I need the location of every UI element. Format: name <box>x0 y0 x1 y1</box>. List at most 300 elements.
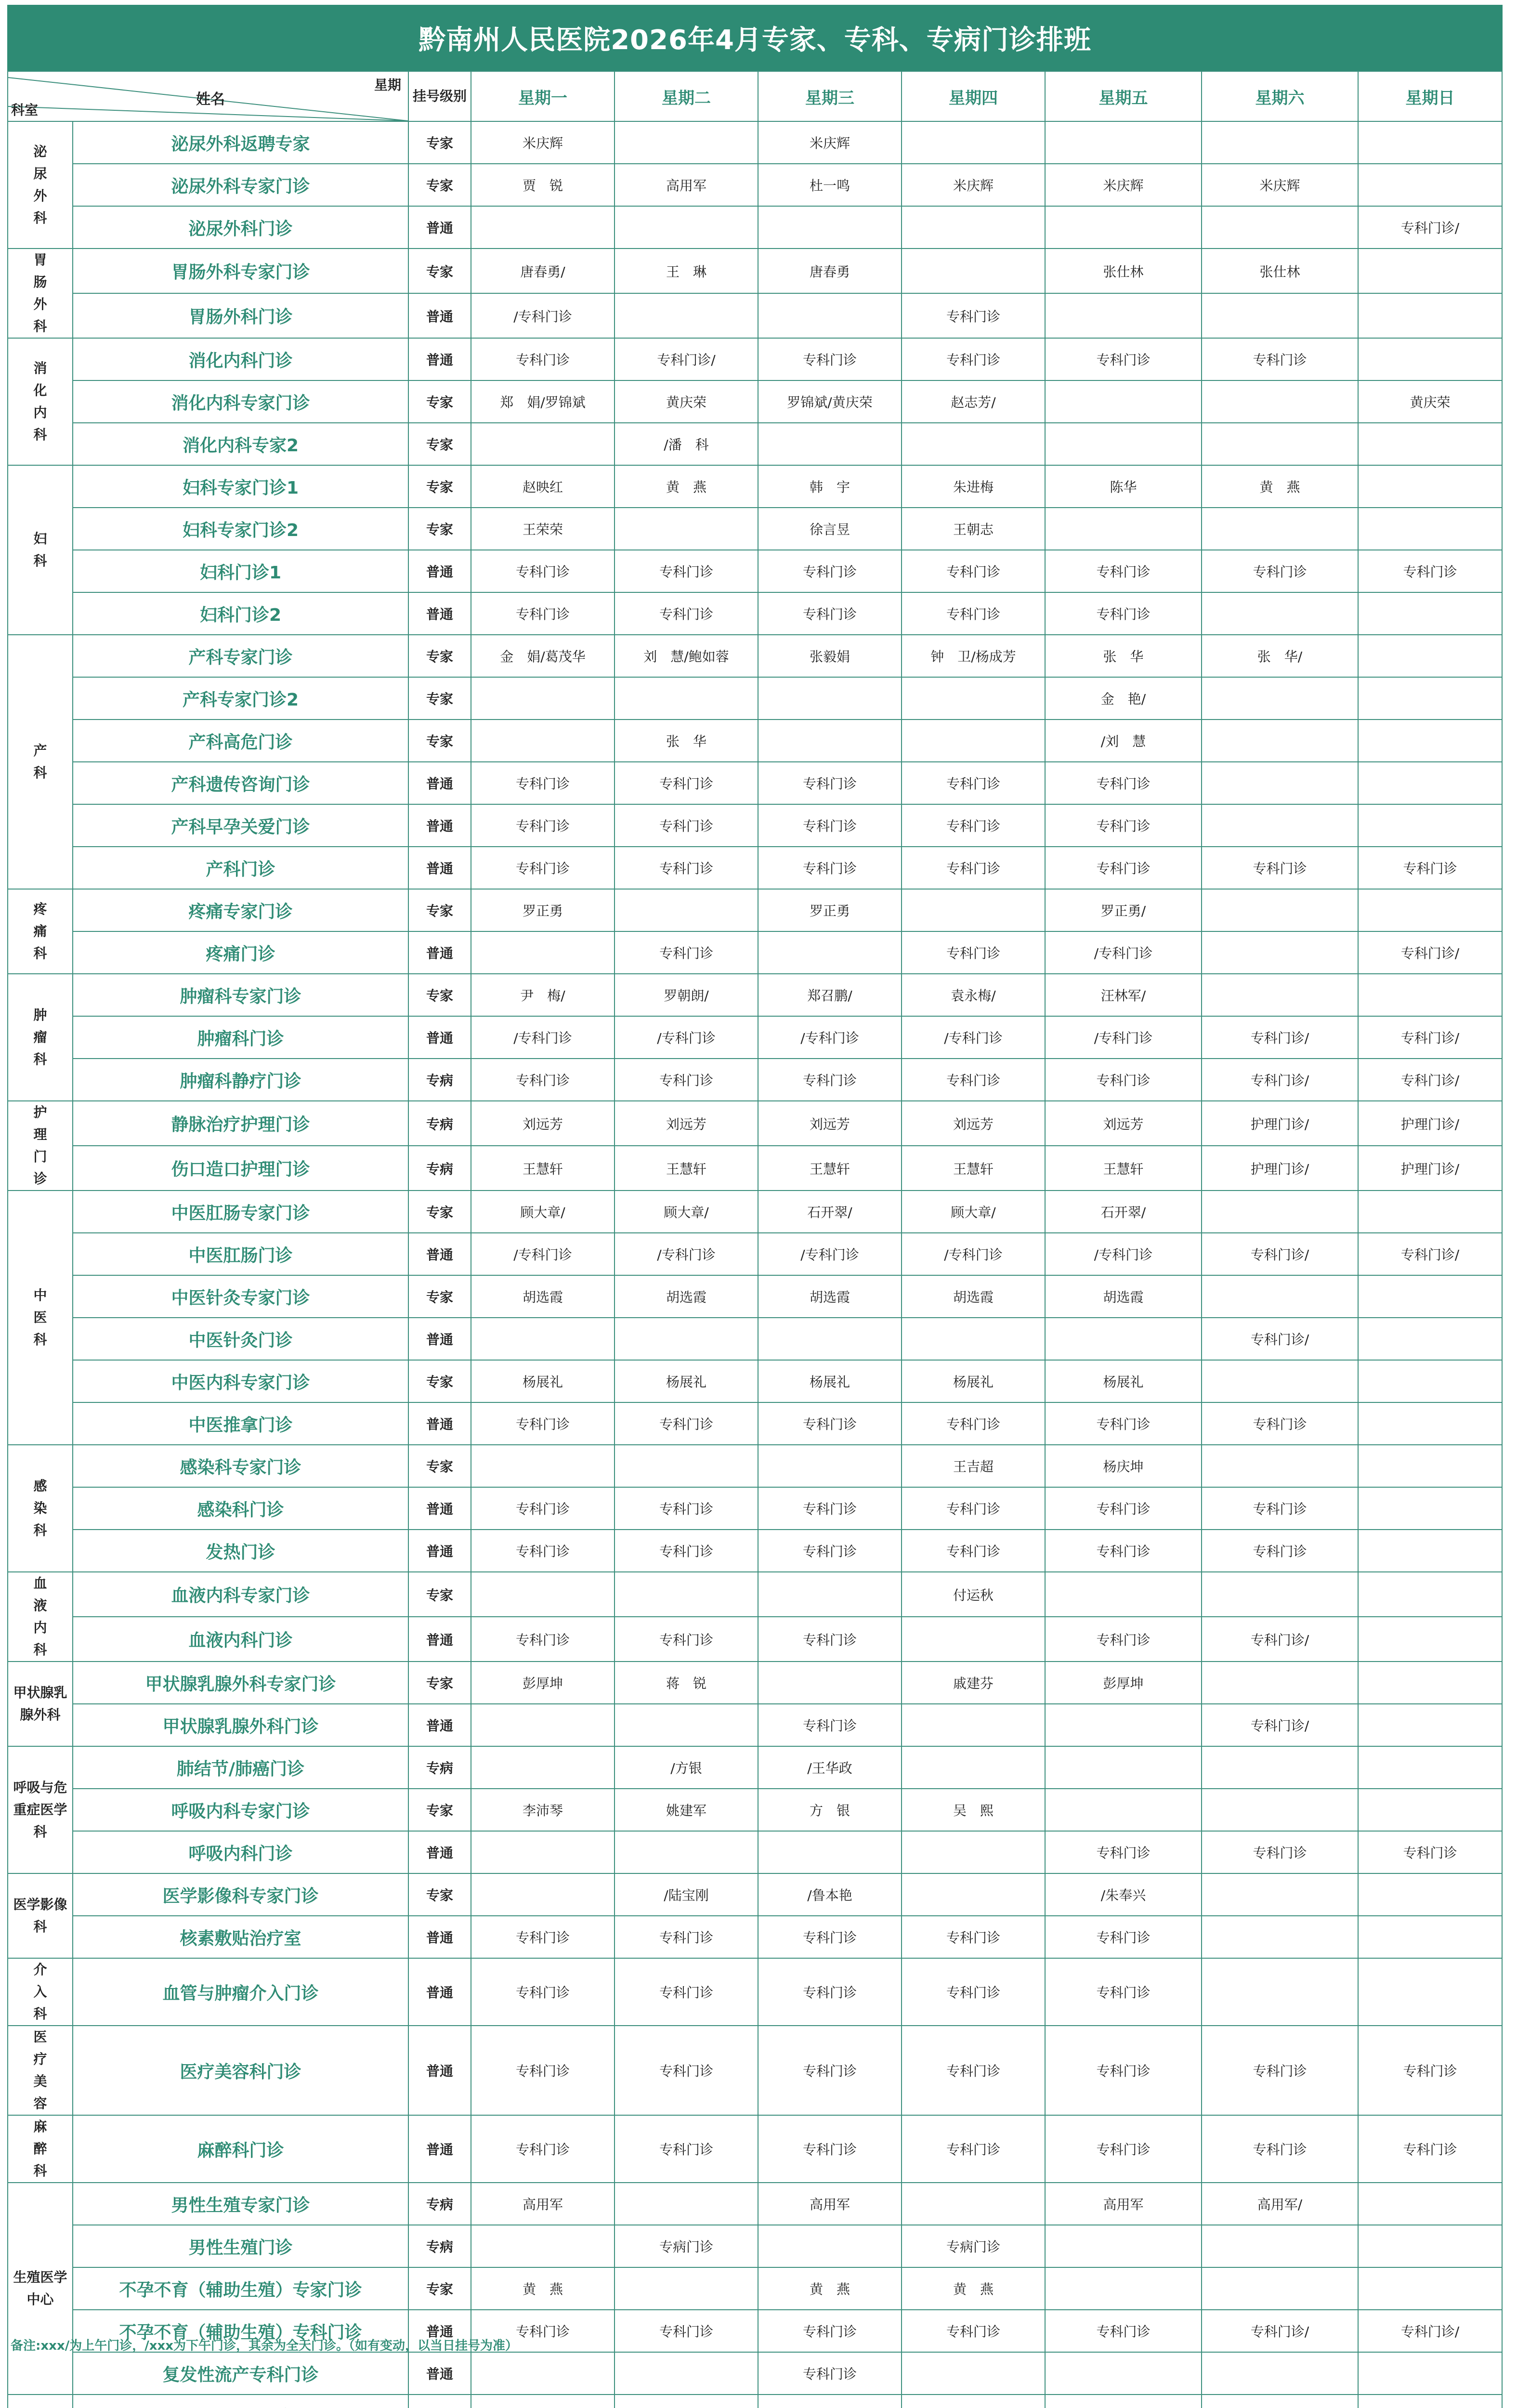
dept-label-text: 感染科 <box>33 1478 47 1538</box>
table-row <box>8 592 1502 635</box>
schedule-cell: 护理门诊/ <box>1202 1101 1358 1146</box>
schedule-cell <box>1358 121 1502 164</box>
table-row <box>8 1360 1502 1402</box>
schedule-cell: 罗正勇/ <box>1045 889 1202 931</box>
table-row <box>8 2395 1502 2408</box>
schedule-cell: 黄 燕 <box>615 465 758 508</box>
clinic-name: 男性生殖专家门诊 <box>73 2183 408 2225</box>
schedule-cell <box>1358 2183 1502 2225</box>
schedule-cell <box>1045 121 1202 164</box>
schedule-cell: 金 娟/葛茂华 <box>471 635 615 677</box>
schedule-cell: 米庆辉 <box>1045 164 1202 206</box>
schedule-cell <box>1045 206 1202 249</box>
schedule-cell: 赵志芳/ <box>902 380 1045 423</box>
schedule-cell <box>1202 1360 1358 1402</box>
schedule-cell: /专科门诊 <box>471 1016 615 1059</box>
schedule-cell: 专科门诊 <box>758 1402 902 1445</box>
schedule-cell: 韩 宇 <box>758 465 902 508</box>
table-row <box>8 1572 1502 1617</box>
dept-cell <box>8 1958 73 2026</box>
clinic-name: 静脉治疗护理门诊 <box>73 1101 408 1146</box>
clinic-name: 甲状腺乳腺外科专家门诊 <box>73 1662 408 1704</box>
schedule-cell <box>902 1318 1045 1360</box>
grade-cell: 普通 <box>408 931 471 974</box>
clinic-name: 中医推拿门诊 <box>73 1402 408 1445</box>
schedule-cell <box>1358 164 1502 206</box>
grade-cell: 专家 <box>408 1275 471 1318</box>
schedule-cell: /专科门诊 <box>1045 1233 1202 1275</box>
schedule-cell <box>1202 1916 1358 1958</box>
schedule-cell: /陆宝刚 <box>615 1873 758 1916</box>
clinic-name: 胃肠外科专家门诊 <box>73 249 408 293</box>
schedule-cell <box>1358 1318 1502 1360</box>
schedule-cell: 专科门诊 <box>615 592 758 635</box>
table-row <box>8 889 1502 931</box>
dept-label: 科室 <box>11 102 39 118</box>
schedule-cell <box>1202 1746 1358 1789</box>
dept-cell <box>8 1191 73 1445</box>
clinic-name: 产科专家门诊2 <box>73 677 408 720</box>
schedule-cell <box>615 1318 758 1360</box>
schedule-cell <box>615 1572 758 1617</box>
schedule-cell: 专科门诊 <box>615 1958 758 2026</box>
schedule-cell: 金 艳/ <box>1045 677 1202 720</box>
schedule-cell: 专科门诊 <box>1045 550 1202 592</box>
schedule-cell: 专科门诊 <box>1045 847 1202 889</box>
schedule-cell: 专科门诊 <box>1045 762 1202 804</box>
schedule-cell: 专科门诊 <box>1202 1831 1358 1873</box>
schedule-cell: 专科门诊 <box>902 931 1045 974</box>
schedule-cell <box>1202 804 1358 847</box>
schedule-cell: 专科门诊 <box>758 847 902 889</box>
schedule-cell: 唐春勇 <box>758 249 902 293</box>
schedule-cell <box>1358 677 1502 720</box>
schedule-cell: 罗正勇 <box>758 889 902 931</box>
table-row <box>8 2026 1502 2115</box>
dept-cell: 甲状腺乳腺外科 <box>8 1662 73 1746</box>
schedule-cell <box>615 889 758 931</box>
schedule-cell <box>1202 974 1358 1016</box>
schedule-cell: /专科门诊 <box>758 1016 902 1059</box>
schedule-cell: 专科门诊/ <box>1358 206 1502 249</box>
schedule-cell: 专科门诊/ <box>1202 1233 1358 1275</box>
schedule-cell <box>615 293 758 338</box>
clinic-name: 胃肠外科门诊 <box>73 293 408 338</box>
schedule-cell <box>758 1831 902 1873</box>
table-row <box>8 249 1502 293</box>
schedule-body <box>8 121 1502 2408</box>
schedule-cell <box>615 2395 758 2408</box>
schedule-cell <box>1358 974 1502 1016</box>
schedule-cell <box>615 508 758 550</box>
schedule-cell <box>1045 1789 1202 1831</box>
schedule-cell <box>471 2352 615 2395</box>
schedule-cell: 专科门诊 <box>1202 1402 1358 1445</box>
schedule-cell: 王吉超 <box>902 1445 1045 1487</box>
grade-cell: 专家 <box>408 121 471 164</box>
clinic-name: 产科早孕关爱门诊 <box>73 804 408 847</box>
schedule-cell <box>1202 2395 1358 2408</box>
schedule-cell <box>758 2225 902 2267</box>
schedule-cell: 黄 燕 <box>1202 465 1358 508</box>
schedule-cell: 张仕林 <box>1045 249 1202 293</box>
schedule-cell <box>1358 762 1502 804</box>
grade-cell: 专病 <box>408 1101 471 1146</box>
schedule-cell: 米庆辉 <box>758 121 902 164</box>
schedule-cell: 专科门诊 <box>471 592 615 635</box>
schedule-cell: 张 华 <box>1045 635 1202 677</box>
table-row <box>8 1101 1502 1146</box>
schedule-cell: /方银 <box>615 1746 758 1789</box>
schedule-cell: 专科门诊 <box>615 1617 758 1662</box>
schedule-cell <box>1045 508 1202 550</box>
schedule-cell <box>615 121 758 164</box>
schedule-cell <box>1202 2267 1358 2310</box>
grade-cell: 普通 <box>408 762 471 804</box>
schedule-cell <box>1358 720 1502 762</box>
schedule-cell: 刘远芳 <box>471 1101 615 1146</box>
clinic-name: 消化内科专家2 <box>73 423 408 465</box>
schedule-cell: 王荣荣 <box>471 508 615 550</box>
schedule-cell <box>471 1572 615 1617</box>
schedule-cell: 杜一鸣 <box>758 164 902 206</box>
grade-cell: 普通 <box>408 1318 471 1360</box>
clinic-name: 呼吸内科门诊 <box>73 1831 408 1873</box>
schedule-cell: 李沛琴 <box>471 1789 615 1831</box>
grade-cell: 专家 <box>408 164 471 206</box>
name-label: 姓名 <box>196 91 225 108</box>
grade-cell: 专家 <box>408 249 471 293</box>
schedule-cell <box>758 206 902 249</box>
schedule-cell: 刘远芳 <box>615 1101 758 1146</box>
clinic-name: 中医内科专家门诊 <box>73 1360 408 1402</box>
schedule-cell <box>758 293 902 338</box>
schedule-cell: 唐春勇/ <box>471 249 615 293</box>
schedule-cell: /专科门诊 <box>615 1233 758 1275</box>
table-row <box>8 338 1502 380</box>
schedule-cell <box>1045 2225 1202 2267</box>
table-row <box>8 164 1502 206</box>
table-row <box>8 635 1502 677</box>
schedule-cell <box>902 121 1045 164</box>
schedule-cell: 专科门诊 <box>1202 847 1358 889</box>
schedule-cell: 专科门诊 <box>1045 1617 1202 1662</box>
grade-cell: 普通 <box>408 1530 471 1572</box>
schedule-cell <box>1045 2352 1202 2395</box>
schedule-cell <box>1358 1402 1502 1445</box>
dept-cell <box>8 121 73 249</box>
schedule-cell: 罗朝朗/ <box>615 974 758 1016</box>
schedule-cell: 专科门诊 <box>471 1916 615 1958</box>
schedule-cell: /专科门诊 <box>471 1233 615 1275</box>
schedule-cell: 专科门诊 <box>471 2310 615 2352</box>
schedule-cell: 专科门诊 <box>902 2026 1045 2115</box>
schedule-cell <box>1202 1191 1358 1233</box>
schedule-cell: 专科门诊 <box>471 1487 615 1530</box>
dept-label-text: 医疗美容 <box>33 2029 47 2111</box>
clinic-name: 泌尿外科门诊 <box>73 206 408 249</box>
schedule-cell <box>615 677 758 720</box>
schedule-cell: 专科门诊 <box>902 592 1045 635</box>
grade-cell: 普通 <box>408 2352 471 2395</box>
grade-cell: 普通 <box>408 1958 471 2026</box>
schedule-cell <box>1358 1360 1502 1402</box>
schedule-cell: 蒋 锐 <box>615 1662 758 1704</box>
schedule-cell <box>1358 592 1502 635</box>
schedule-cell: 专科门诊 <box>902 2310 1045 2352</box>
schedule-cell: 专科门诊 <box>1045 2115 1202 2183</box>
clinic-name: 医学影像科专家门诊 <box>73 1873 408 1916</box>
schedule-cell <box>1202 592 1358 635</box>
schedule-cell: 专科门诊 <box>471 847 615 889</box>
dept-cell <box>8 2115 73 2183</box>
schedule-cell: 专科门诊 <box>758 762 902 804</box>
schedule-cell <box>1358 1873 1502 1916</box>
schedule-cell: 罗正勇 <box>471 889 615 931</box>
schedule-cell: 专科门诊 <box>471 762 615 804</box>
table-row <box>8 2183 1502 2225</box>
dept-cell <box>8 465 73 635</box>
grade-cell: 专家 <box>408 1789 471 1831</box>
table-row <box>8 677 1502 720</box>
schedule-cell: /专科门诊 <box>902 1016 1045 1059</box>
schedule-cell <box>471 677 615 720</box>
schedule-cell: 专科门诊 <box>902 1059 1045 1101</box>
schedule-cell: 郑 娟/罗锦斌 <box>471 380 615 423</box>
schedule-cell: 专科门诊/ <box>1358 1059 1502 1101</box>
schedule-cell: 高用军 <box>1045 2183 1202 2225</box>
table-row <box>8 1789 1502 1831</box>
schedule-cell: 专科门诊 <box>758 1704 902 1746</box>
schedule-cell <box>1202 889 1358 931</box>
schedule-cell: 米庆辉 <box>902 164 1045 206</box>
schedule-cell <box>1358 804 1502 847</box>
clinic-name: 不孕不育（辅助生殖）专家门诊 <box>73 2267 408 2310</box>
schedule-cell: 专科门诊 <box>902 1530 1045 1572</box>
grade-cell: 普通 <box>408 1831 471 1873</box>
schedule-cell: 黄 燕 <box>758 2267 902 2310</box>
grade-cell: 普通 <box>408 592 471 635</box>
schedule-cell: 专科门诊 <box>471 2115 615 2183</box>
clinic-name: 中医肛肠门诊 <box>73 1233 408 1275</box>
schedule-cell <box>1202 1662 1358 1704</box>
schedule-cell: 专科门诊 <box>615 1059 758 1101</box>
grade-cell: 专家 <box>408 1662 471 1704</box>
schedule-cell: 专科门诊 <box>615 847 758 889</box>
clinic-name: 疼痛专家门诊 <box>73 889 408 931</box>
dept-cell: 生殖医学中心 <box>8 2183 73 2395</box>
day-header: 星期三 <box>758 71 902 121</box>
schedule-cell: 黄庆荣 <box>1358 380 1502 423</box>
schedule-cell: 彭厚坤 <box>1045 1662 1202 1704</box>
schedule-cell <box>615 206 758 249</box>
dept-label-text: 泌尿外科 <box>33 144 47 226</box>
table-row <box>8 804 1502 847</box>
dept-cell: 呼吸与危重症医学科 <box>8 1746 73 1873</box>
clinic-name: 复发性流产专科门诊 <box>73 2352 408 2395</box>
schedule-cell <box>1358 889 1502 931</box>
schedule-cell <box>1358 293 1502 338</box>
day-header: 星期日 <box>1358 71 1502 121</box>
clinic-name: 呼吸内科专家门诊 <box>73 1789 408 1831</box>
table-row <box>8 1487 1502 1530</box>
schedule-cell <box>1358 1445 1502 1487</box>
grade-cell: 专家 <box>408 2267 471 2310</box>
schedule-cell: 专科门诊 <box>1358 2115 1502 2183</box>
table-row <box>8 1402 1502 1445</box>
dept-cell <box>8 1445 73 1572</box>
dept-cell <box>8 974 73 1101</box>
schedule-cell: 专科门诊 <box>1202 1487 1358 1530</box>
schedule-cell <box>1045 1572 1202 1617</box>
clinic-name: 肺结节/肺癌门诊 <box>73 1746 408 1789</box>
dept-label-text: 妇科 <box>33 531 47 569</box>
table-row <box>8 1275 1502 1318</box>
table-row <box>8 293 1502 338</box>
table-row <box>8 121 1502 164</box>
schedule-cell: 专科门诊 <box>758 1487 902 1530</box>
dept-cell <box>8 338 73 465</box>
schedule-cell: 专科门诊 <box>902 2115 1045 2183</box>
schedule-cell: /专科门诊 <box>471 293 615 338</box>
grade-cell: 普通 <box>408 2026 471 2115</box>
schedule-cell: 专科门诊 <box>758 1958 902 2026</box>
schedule-cell <box>902 889 1045 931</box>
schedule-cell <box>1202 720 1358 762</box>
schedule-cell: 王慧轩 <box>615 1146 758 1191</box>
grade-cell: 专家 <box>408 677 471 720</box>
schedule-cell: 专科门诊 <box>758 804 902 847</box>
schedule-cell: 陈华 <box>1045 465 1202 508</box>
schedule-cell: 专科门诊 <box>758 1530 902 1572</box>
week-label: 星期 <box>374 77 401 93</box>
schedule-cell: 石开翠/ <box>758 1191 902 1233</box>
table-row <box>8 1746 1502 1789</box>
schedule-cell: 专科门诊 <box>1045 1958 1202 2026</box>
schedule-cell: 专科门诊 <box>758 1916 902 1958</box>
table-row <box>8 1617 1502 1662</box>
clinic-name: 肿瘤科静疗门诊 <box>73 1059 408 1101</box>
schedule-cell: 专科门诊/ <box>1358 1233 1502 1275</box>
schedule-cell: 胡选霞 <box>471 1275 615 1318</box>
schedule-cell <box>1358 338 1502 380</box>
schedule-cell: 专科门诊 <box>615 931 758 974</box>
schedule-cell: 高用军 <box>471 2183 615 2225</box>
clinic-name: 甲状腺乳腺外科门诊 <box>73 1704 408 1746</box>
schedule-cell <box>902 1746 1045 1789</box>
footer-note: 备注:xxx/为上午门诊，/xxx为下午门诊，其余为全天门诊。（如有变动，以当日挂号为准） <box>11 2339 518 2353</box>
schedule-cell: 胡选霞 <box>902 1275 1045 1318</box>
schedule-cell <box>1358 1617 1502 1662</box>
schedule-cell: 专科门诊 <box>1045 1916 1202 1958</box>
clinic-name: 血管与肿瘤介入门诊 <box>73 1958 408 2026</box>
schedule-cell: 专科门诊 <box>1045 1831 1202 1873</box>
schedule-cell: 专科门诊 <box>1358 2026 1502 2115</box>
schedule-cell <box>1358 1916 1502 1958</box>
schedule-cell: 专科门诊/ <box>1202 1617 1358 1662</box>
dept-label-text: 血液内科 <box>33 1575 47 1658</box>
schedule-cell: 专科门诊 <box>902 293 1045 338</box>
schedule-cell: 专科门诊 <box>471 1402 615 1445</box>
page-title: 黔南州人民医院2026年4月专家、专科、专病门诊排班 <box>7 5 1503 71</box>
clinic-name: 妇科专家门诊1 <box>73 465 408 508</box>
schedule-cell <box>615 1704 758 1746</box>
clinic-name: 男性生殖门诊 <box>73 2225 408 2267</box>
schedule-cell <box>1358 1704 1502 1746</box>
schedule-cell: 赵映红 <box>471 465 615 508</box>
grade-cell: 专病 <box>408 2183 471 2225</box>
schedule-cell <box>758 677 902 720</box>
schedule-cell: 专科门诊/ <box>1358 1016 1502 1059</box>
dept-label-text: 消化内科 <box>33 360 47 443</box>
schedule-cell <box>902 423 1045 465</box>
schedule-cell: 张 华 <box>615 720 758 762</box>
dept-label-text: 护理门诊 <box>33 1104 47 1187</box>
dept-label-text: 胃肠外科 <box>33 252 47 334</box>
schedule-cell: 专科门诊 <box>758 2115 902 2183</box>
schedule-cell: 护理门诊/ <box>1358 1146 1502 1191</box>
schedule-cell <box>1045 1318 1202 1360</box>
grade-cell: 普通 <box>408 206 471 249</box>
grade-cell: 普通 <box>408 2310 471 2352</box>
grade-cell: 普通 <box>408 1916 471 1958</box>
schedule-cell <box>758 1662 902 1704</box>
schedule-cell <box>1358 2267 1502 2310</box>
schedule-cell <box>902 677 1045 720</box>
day-header: 星期六 <box>1202 71 1358 121</box>
schedule-cell: 姚建军 <box>615 1789 758 1831</box>
schedule-cell: 专科门诊 <box>471 1617 615 1662</box>
schedule-cell <box>902 1831 1045 1873</box>
schedule-cell <box>758 1445 902 1487</box>
schedule-cell <box>1045 2267 1202 2310</box>
clinic-name: 妇科门诊2 <box>73 592 408 635</box>
schedule-cell <box>1358 1746 1502 1789</box>
schedule-cell <box>1202 931 1358 974</box>
schedule-cell: 专科门诊 <box>615 1402 758 1445</box>
schedule-cell: 顾大章/ <box>902 1191 1045 1233</box>
schedule-cell <box>902 206 1045 249</box>
schedule-cell <box>1358 1958 1502 2026</box>
schedule-cell <box>1358 423 1502 465</box>
schedule-cell: 徐言昱 <box>758 508 902 550</box>
schedule-cell <box>1358 1275 1502 1318</box>
schedule-cell: 专科门诊/ <box>1202 1704 1358 1746</box>
schedule-cell <box>615 2267 758 2310</box>
table-row <box>8 1704 1502 1746</box>
schedule-cell: 专科门诊 <box>902 550 1045 592</box>
schedule-cell <box>1358 2352 1502 2395</box>
schedule-cell <box>1358 1191 1502 1233</box>
schedule-cell: 罗锦斌/黄庆荣 <box>758 380 902 423</box>
dept-cell <box>8 1572 73 1662</box>
dept-cell <box>8 2395 73 2408</box>
schedule-cell: 专科门诊 <box>758 550 902 592</box>
schedule-cell <box>471 2225 615 2267</box>
clinic-name: 产科遗传咨询门诊 <box>73 762 408 804</box>
schedule-cell <box>1358 1572 1502 1617</box>
schedule-cell <box>1045 380 1202 423</box>
grade-cell: 普通 <box>408 1016 471 1059</box>
table-row <box>8 1958 1502 2026</box>
schedule-cell <box>615 2183 758 2225</box>
schedule-cell: 专科门诊 <box>758 2310 902 2352</box>
table-row <box>8 508 1502 550</box>
clinic-name: 发热门诊 <box>73 1530 408 1572</box>
schedule-cell: 专科门诊/ <box>1358 931 1502 974</box>
schedule-cell: 专科门诊 <box>1045 1059 1202 1101</box>
schedule-cell: /潘 科 <box>615 423 758 465</box>
